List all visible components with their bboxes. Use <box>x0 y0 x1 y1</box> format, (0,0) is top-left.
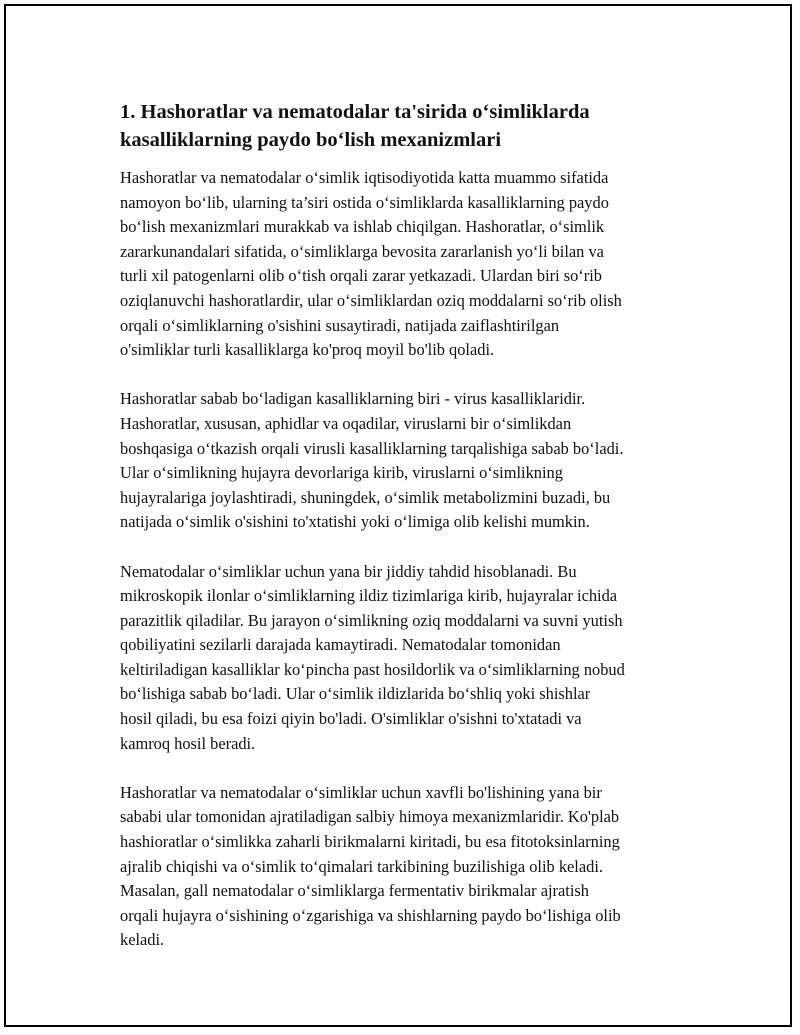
heading-line: kasalliklarning paydo bo‘lish mexanizmlari <box>120 129 502 151</box>
text-line: natijada o‘simlik o'sishini to'xtatishi yoki o‘limiga olib kelishi mumkin. <box>120 512 590 532</box>
paragraph <box>120 387 700 535</box>
paragraph <box>120 166 700 363</box>
paragraph <box>120 560 700 757</box>
text-line: Masalan, gall nematodalar o‘simliklarga fermentativ birikmalar ajratish <box>120 881 589 901</box>
text-line: Nematodalar o‘simliklar uchun yana bir jiddiy tahdid hisoblanadi. Bu <box>120 561 577 581</box>
text-line: bo‘lishiga sabab bo‘ladi. Ular o‘simlik ildizlarida bo‘shliq yoki shishlar <box>120 684 591 704</box>
text-line: o'simliklar turli kasalliklarga ko'proq moyil bo'lib qoladi. <box>120 340 495 360</box>
text-line: keladi. <box>120 930 165 950</box>
paragraph <box>120 781 700 953</box>
text-line: kamroq hosil beradi. <box>120 733 256 753</box>
section-heading <box>120 98 700 154</box>
text-line: bo‘lish mexanizmlari murakkab va ishlab chiqilgan. Hashoratlar, o‘simlik <box>120 217 605 237</box>
text-line: parazitlik qiladilar. Bu jarayon o‘simlikning oziq moddalarni va suvni yutish <box>120 610 623 630</box>
document-page <box>4 4 792 1027</box>
text-line: hashioratlar o‘simlikka zaharli birikmalarni kiritadi, bu esa fitotoksinlarning <box>120 832 620 852</box>
text-line: boshqasiga o‘tkazish orqali virusli kasalliklarning tarqalishiga sabab bo‘ladi. <box>120 438 624 458</box>
text-line: sababi ular tomonidan ajratiladigan salbiy himoya mexanizmlaridir. Ko'plab <box>120 807 620 827</box>
text-line: oziqlanuvchi hashoratlardir, ular o‘simliklardan oziq moddalarni so‘rib olish <box>120 290 622 310</box>
text-line: zararkunandalari sifatida, o‘simliklarga bevosita zararlanish yo‘li bilan va <box>120 241 604 261</box>
text-line: Hashoratlar va nematodalar o‘simliklar uchun xavfli bo'lishining yana bir <box>120 782 602 802</box>
text-line: orqali hujayra o‘sishining o‘zgarishiga va shishlarning paydo bo‘lishiga olib <box>120 905 621 925</box>
text-line: orqali o‘simliklarning o'sishini susaytiradi, natijada zaiflashtirilgan <box>120 315 560 335</box>
document-body <box>120 98 700 978</box>
heading-line: 1. Hashoratlar va nematodalar ta'sirida o‘simliklarda <box>120 101 590 123</box>
text-line: Hashoratlar va nematodalar o‘simlik iqtisodiyotida katta muammo sifatida <box>120 168 609 187</box>
text-line: Ular o‘simlikning hujayra devorlariga kirib, viruslarni o‘simlikning <box>120 463 563 483</box>
text-line: Hashoratlar sabab bo‘ladigan kasalliklarning biri - virus kasalliklaridir. <box>120 389 586 409</box>
text-line: qobiliyatini sezilarli darajada kamaytiradi. Nematodalar tomonidan <box>120 635 561 655</box>
text-line: hosil qiladi, bu esa foizi qiyin bo'ladi. O'simliklar o'sishni to'xtatadi va <box>120 709 582 729</box>
text-line: hujayralariga joylashtiradi, shuningdek, o‘simlik metabolizmini buzadi, bu <box>120 487 611 507</box>
text-line: keltiriladigan kasalliklar ko‘pincha past hosildorlik va o‘simliklarning nobud <box>120 659 625 679</box>
text-line: namoyon bo‘lib, ularning ta’siri ostida o‘simliklarda kasalliklarning paydo <box>120 192 609 212</box>
text-line: turli xil patogenlarni olib o‘tish orqali zarar yetkazadi. Ulardan biri so‘rib <box>120 266 603 286</box>
text-line: mikroskopik ilonlar o‘simliklarning ildiz tizimlariga kirib, hujayralar ichida <box>120 586 618 606</box>
text-line: ajralib chiqishi va o‘simlik to‘qimalari tarkibining buzilishiga olib keladi. <box>120 856 603 876</box>
text-line: Hashoratlar, xususan, aphidlar va oqadilar, viruslarni bir o‘simlikdan <box>120 413 572 433</box>
